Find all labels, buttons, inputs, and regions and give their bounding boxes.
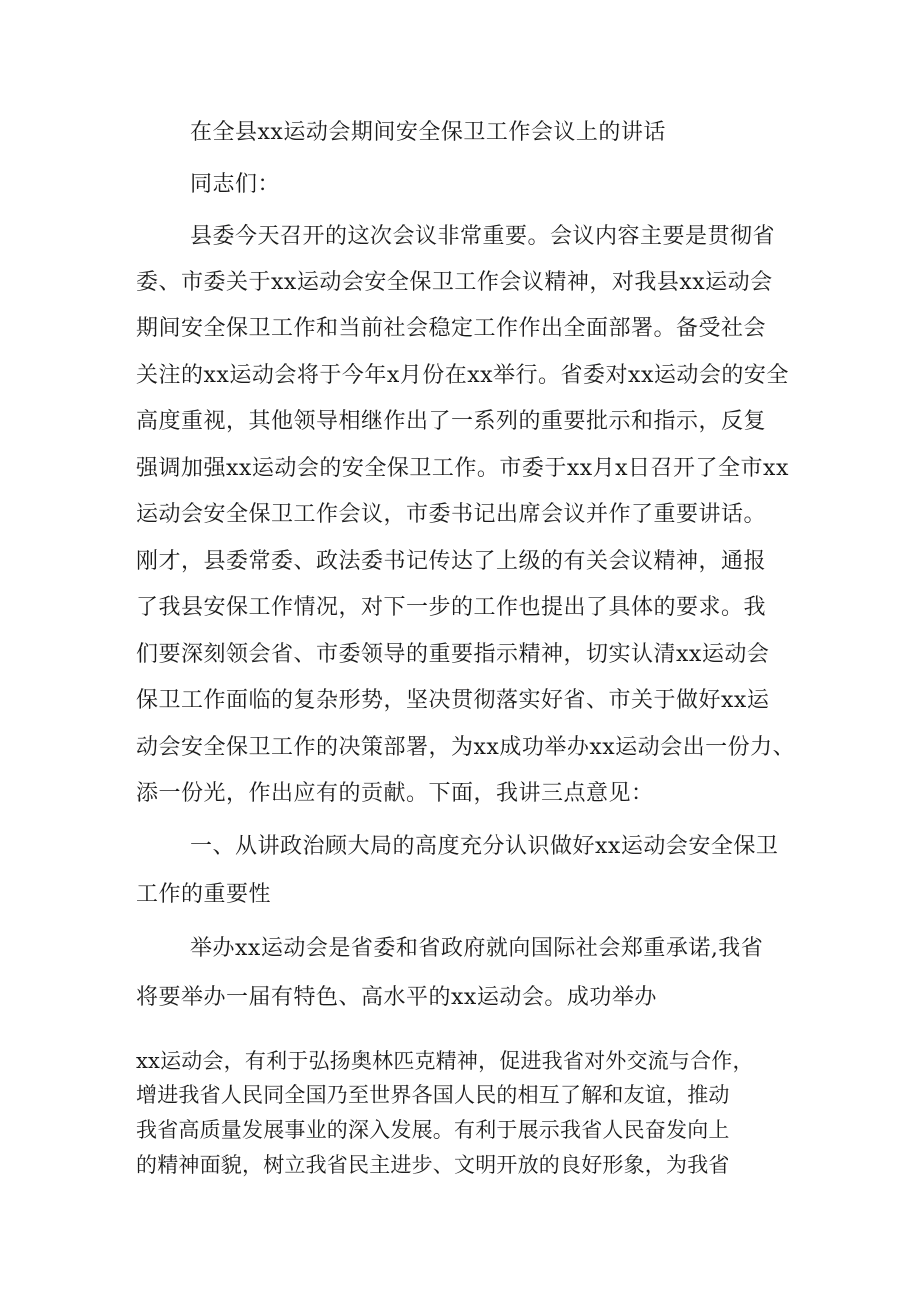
text-line: 我省高质量发展事业的深入发展。有利于展示我省人民奋发向上 xyxy=(136,1118,730,1142)
text-line: 动会安全保卫工作的决策部署，为xx成功举办xx运动会出一份力、 xyxy=(136,735,796,760)
salutation: 同志们： xyxy=(190,172,281,197)
text-line: 关注的xx运动会将于今年x月份在xx举行。省委对xx运动会的安全 xyxy=(136,363,789,388)
text-line: 工作的重要性 xyxy=(136,882,272,907)
text-line: 添一份光，作出应有的贡献。下面，我讲三点意见： xyxy=(136,781,654,806)
text-line: 县委今天召开的这次会议非常重要。会议内容主要是贯彻省 xyxy=(190,224,776,249)
text-line: 保卫工作面临的复杂形势，坚决贯彻落实好省、市关于做好xx运 xyxy=(136,688,770,713)
text-line: 将要举办一届有特色、高水平的xx运动会。成功举办 xyxy=(136,985,657,1010)
text-line: 高度重视，其他领导相继作出了一系列的重要批示和指示，反复 xyxy=(136,409,767,434)
text-line: 增进我省人民同全国乃至世界各国人民的相互了解和友谊，推动 xyxy=(136,1083,730,1107)
document-title: 在全县xx运动会期间安全保卫工作会议上的讲话 xyxy=(190,120,666,145)
text-line: xx运动会，有利于弘扬奥林匹克精神，促进我省对外交流与合作， xyxy=(136,1049,754,1073)
text-line: 了我县安保工作情况，对下一步的工作也提出了具体的要求。我 xyxy=(136,595,767,620)
text-line: 们要深刻领会省、市委领导的重要指示精神，切实认清xx运动会 xyxy=(136,642,770,667)
text-line: 举办xx运动会是省委和省政府就向国际社会郑重承诺,我省 xyxy=(190,936,764,961)
text-line: 刚才，县委常委、政法委书记传达了上级的有关会议精神，通报 xyxy=(136,549,767,574)
text-line: 一、从讲政治顾大局的高度充分认识做好xx运动会安全保卫 xyxy=(190,834,779,859)
text-line: 期间安全保卫工作和当前社会稳定工作作出全面部署。备受社会 xyxy=(136,316,767,341)
text-line: 委、市委关于xx运动会安全保卫工作会议精神，对我县xx运动会 xyxy=(136,270,773,295)
text-line: 的精神面貌，树立我省民主进步、文明开放的良好形象，为我省 xyxy=(136,1153,730,1177)
text-line: 强调加强xx运动会的安全保卫工作。市委于xx月x日召开了全市xx xyxy=(136,456,789,481)
text-line: 运动会安全保卫工作会议，市委书记出席会议并作了重要讲话。 xyxy=(136,502,767,527)
